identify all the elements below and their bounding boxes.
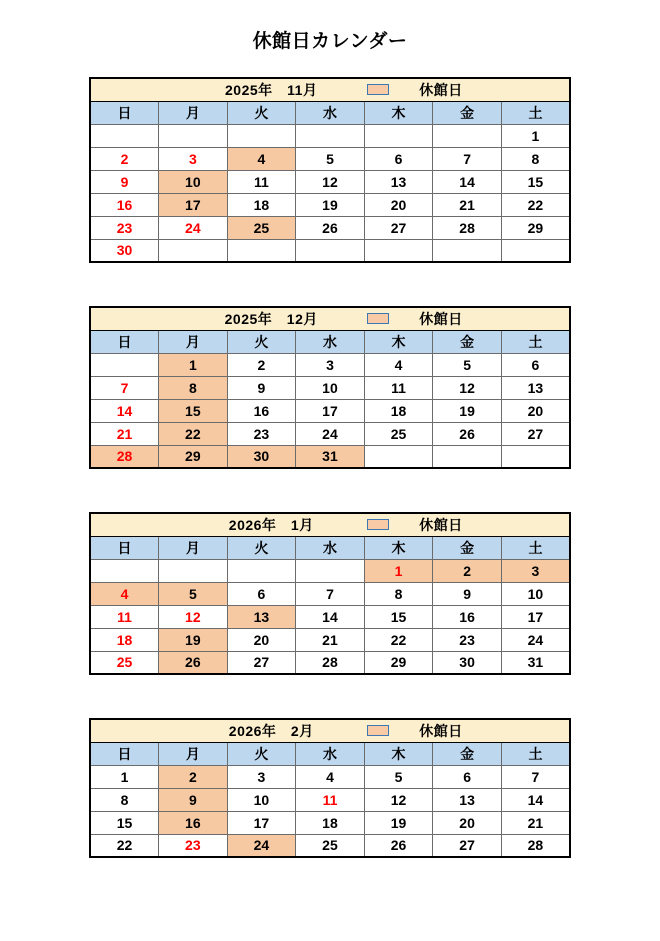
day-cell[interactable]: 29 <box>501 216 570 239</box>
day-cell[interactable]: 20 <box>433 811 502 834</box>
weekday-header-5: 金 <box>433 101 502 124</box>
weekday-header-row <box>90 330 570 353</box>
day-cell[interactable]: 28 <box>501 834 570 857</box>
calendar-title-row <box>90 78 570 101</box>
week-row <box>90 353 570 376</box>
weekday-header-0: 日 <box>90 101 159 124</box>
week-row <box>90 193 570 216</box>
day-cell[interactable]: 10 <box>159 170 228 193</box>
day-cell[interactable]: 6 <box>501 353 570 376</box>
day-cell[interactable]: 26 <box>364 834 433 857</box>
day-cell[interactable]: 4 <box>227 147 296 170</box>
calendar-month-label: 2025年 12月 <box>224 310 318 327</box>
day-cell[interactable]: 2 <box>227 353 296 376</box>
weekday-header-3: 水 <box>296 330 365 353</box>
day-cell[interactable]: 24 <box>296 422 365 445</box>
legend-label: 休館日 <box>419 310 463 327</box>
weekday-header-2: 火 <box>227 101 296 124</box>
day-cell[interactable]: 13 <box>227 605 296 628</box>
calendar-table <box>89 512 571 675</box>
day-cell[interactable]: 28 <box>433 216 502 239</box>
week-row <box>90 651 570 674</box>
calendar-block <box>89 718 571 858</box>
day-cell[interactable]: 17 <box>501 605 570 628</box>
day-cell-empty <box>296 559 365 582</box>
day-cell[interactable]: 19 <box>364 811 433 834</box>
weekday-header-3: 水 <box>296 101 365 124</box>
day-cell[interactable]: 27 <box>364 216 433 239</box>
calendar-list <box>0 53 660 858</box>
weekday-header-6: 土 <box>501 742 570 765</box>
day-cell[interactable]: 1 <box>501 124 570 147</box>
weekday-header-2: 火 <box>227 536 296 559</box>
day-cell[interactable]: 22 <box>501 193 570 216</box>
week-row <box>90 765 570 788</box>
weekday-header-0: 日 <box>90 330 159 353</box>
day-cell[interactable]: 31 <box>501 651 570 674</box>
week-row <box>90 216 570 239</box>
weekday-header-1: 月 <box>159 330 228 353</box>
day-cell[interactable]: 18 <box>227 193 296 216</box>
day-cell-empty <box>433 239 502 262</box>
day-cell-empty <box>159 559 228 582</box>
day-cell[interactable]: 12 <box>159 605 228 628</box>
day-cell[interactable]: 17 <box>296 399 365 422</box>
day-cell[interactable]: 6 <box>227 582 296 605</box>
day-cell[interactable]: 18 <box>90 628 159 651</box>
day-cell-empty <box>501 239 570 262</box>
week-row <box>90 147 570 170</box>
day-cell[interactable]: 12 <box>296 170 365 193</box>
calendar-title-row <box>90 719 570 742</box>
day-cell[interactable]: 21 <box>90 422 159 445</box>
week-row <box>90 788 570 811</box>
legend <box>367 80 463 100</box>
day-cell[interactable]: 23 <box>227 422 296 445</box>
day-cell[interactable]: 24 <box>501 628 570 651</box>
legend-label: 休館日 <box>419 722 463 739</box>
weekday-header-1: 月 <box>159 536 228 559</box>
weekday-header-5: 金 <box>433 742 502 765</box>
day-cell[interactable]: 9 <box>90 170 159 193</box>
day-cell[interactable]: 30 <box>433 651 502 674</box>
day-cell[interactable]: 16 <box>227 399 296 422</box>
calendar-table <box>89 77 571 263</box>
day-cell[interactable]: 11 <box>90 605 159 628</box>
day-cell[interactable]: 15 <box>90 811 159 834</box>
weekday-header-0: 日 <box>90 536 159 559</box>
weekday-header-6: 土 <box>501 330 570 353</box>
day-cell[interactable]: 22 <box>159 422 228 445</box>
day-cell[interactable]: 3 <box>296 353 365 376</box>
day-cell[interactable]: 5 <box>296 147 365 170</box>
day-cell[interactable]: 10 <box>501 582 570 605</box>
day-cell[interactable]: 24 <box>227 834 296 857</box>
calendar-block <box>89 77 571 263</box>
calendar-month-label: 2026年 2月 <box>228 722 314 739</box>
day-cell[interactable]: 19 <box>433 399 502 422</box>
calendar-title-cell <box>90 78 570 101</box>
calendar-block <box>89 306 571 469</box>
weekday-header-4: 木 <box>364 536 433 559</box>
weekday-header-5: 金 <box>433 330 502 353</box>
day-cell-empty <box>227 239 296 262</box>
week-row <box>90 605 570 628</box>
day-cell[interactable]: 14 <box>90 399 159 422</box>
page-title: 休館日カレンダー <box>252 31 408 52</box>
day-cell[interactable]: 27 <box>501 422 570 445</box>
day-cell[interactable]: 6 <box>433 765 502 788</box>
weekday-header-row <box>90 536 570 559</box>
day-cell[interactable]: 26 <box>159 651 228 674</box>
day-cell[interactable]: 29 <box>159 445 228 468</box>
weekday-header-3: 水 <box>296 742 365 765</box>
day-cell[interactable]: 4 <box>296 765 365 788</box>
day-cell[interactable]: 13 <box>364 170 433 193</box>
day-cell[interactable]: 30 <box>227 445 296 468</box>
day-cell[interactable]: 28 <box>90 445 159 468</box>
calendar-table <box>89 718 571 858</box>
day-cell-empty <box>364 239 433 262</box>
day-cell[interactable]: 6 <box>364 147 433 170</box>
day-cell[interactable]: 18 <box>296 811 365 834</box>
legend-label: 休館日 <box>419 516 463 533</box>
day-cell[interactable]: 8 <box>90 788 159 811</box>
day-cell-empty <box>364 124 433 147</box>
day-cell[interactable]: 10 <box>227 788 296 811</box>
day-cell[interactable]: 23 <box>433 628 502 651</box>
week-row <box>90 582 570 605</box>
week-row <box>90 811 570 834</box>
weekday-header-2: 火 <box>227 330 296 353</box>
week-row <box>90 170 570 193</box>
day-cell-empty <box>227 124 296 147</box>
day-cell[interactable]: 30 <box>90 239 159 262</box>
day-cell[interactable]: 16 <box>159 811 228 834</box>
day-cell[interactable]: 8 <box>501 147 570 170</box>
weekday-header-row <box>90 101 570 124</box>
day-cell[interactable]: 11 <box>227 170 296 193</box>
day-cell-empty <box>90 124 159 147</box>
day-cell-empty <box>159 124 228 147</box>
weekday-header-1: 月 <box>159 742 228 765</box>
calendar-table <box>89 306 571 469</box>
day-cell[interactable]: 14 <box>296 605 365 628</box>
day-cell-empty <box>90 559 159 582</box>
weekday-header-4: 木 <box>364 330 433 353</box>
day-cell-empty <box>159 239 228 262</box>
week-row <box>90 445 570 468</box>
day-cell[interactable]: 20 <box>364 193 433 216</box>
week-row <box>90 834 570 857</box>
day-cell[interactable]: 15 <box>501 170 570 193</box>
day-cell[interactable]: 20 <box>501 399 570 422</box>
closed-day-swatch-icon <box>367 519 389 530</box>
calendar-title-cell <box>90 719 570 742</box>
week-row <box>90 399 570 422</box>
day-cell[interactable]: 9 <box>159 788 228 811</box>
day-cell[interactable]: 11 <box>296 788 365 811</box>
day-cell[interactable]: 3 <box>227 765 296 788</box>
day-cell[interactable]: 22 <box>364 628 433 651</box>
day-cell[interactable]: 25 <box>296 834 365 857</box>
day-cell[interactable]: 23 <box>159 834 228 857</box>
weekday-header-0: 日 <box>90 742 159 765</box>
day-cell[interactable]: 8 <box>159 376 228 399</box>
day-cell-empty <box>501 445 570 468</box>
calendar-month-label: 2026年 1月 <box>228 516 314 533</box>
day-cell[interactable]: 21 <box>433 193 502 216</box>
day-cell[interactable]: 13 <box>433 788 502 811</box>
calendar-title-cell <box>90 307 570 330</box>
day-cell-empty <box>296 239 365 262</box>
day-cell[interactable]: 19 <box>159 628 228 651</box>
day-cell[interactable]: 12 <box>433 376 502 399</box>
day-cell[interactable]: 18 <box>364 399 433 422</box>
day-cell[interactable]: 1 <box>159 353 228 376</box>
weekday-header-4: 木 <box>364 101 433 124</box>
day-cell[interactable]: 24 <box>159 216 228 239</box>
day-cell[interactable]: 25 <box>90 651 159 674</box>
week-row <box>90 124 570 147</box>
day-cell[interactable]: 5 <box>433 353 502 376</box>
weekday-header-5: 金 <box>433 536 502 559</box>
weekday-header-row <box>90 742 570 765</box>
day-cell[interactable]: 19 <box>296 193 365 216</box>
day-cell[interactable]: 15 <box>159 399 228 422</box>
calendar-month-label: 2025年 11月 <box>225 81 318 98</box>
day-cell[interactable]: 2 <box>159 765 228 788</box>
day-cell[interactable]: 14 <box>501 788 570 811</box>
legend <box>367 721 463 741</box>
day-cell[interactable]: 7 <box>433 147 502 170</box>
closed-day-swatch-icon <box>367 84 389 95</box>
day-cell[interactable]: 16 <box>433 605 502 628</box>
day-cell[interactable]: 16 <box>90 193 159 216</box>
day-cell[interactable]: 2 <box>433 559 502 582</box>
calendar-title-row <box>90 307 570 330</box>
calendar-title-row <box>90 513 570 536</box>
day-cell[interactable]: 7 <box>296 582 365 605</box>
day-cell-empty <box>90 353 159 376</box>
day-cell[interactable]: 26 <box>296 216 365 239</box>
week-row <box>90 422 570 445</box>
day-cell[interactable]: 4 <box>90 582 159 605</box>
day-cell[interactable]: 2 <box>90 147 159 170</box>
day-cell[interactable]: 28 <box>296 651 365 674</box>
weekday-header-6: 土 <box>501 101 570 124</box>
day-cell[interactable]: 26 <box>433 422 502 445</box>
day-cell[interactable]: 15 <box>364 605 433 628</box>
day-cell-empty <box>227 559 296 582</box>
legend-label: 休館日 <box>419 81 463 98</box>
day-cell[interactable]: 21 <box>501 811 570 834</box>
day-cell-empty <box>296 124 365 147</box>
weekday-header-2: 火 <box>227 742 296 765</box>
day-cell[interactable]: 7 <box>90 376 159 399</box>
calendar-title-cell <box>90 513 570 536</box>
week-row <box>90 559 570 582</box>
day-cell[interactable]: 4 <box>364 353 433 376</box>
week-row <box>90 376 570 399</box>
day-cell[interactable]: 10 <box>296 376 365 399</box>
day-cell[interactable]: 5 <box>159 582 228 605</box>
day-cell[interactable]: 31 <box>296 445 365 468</box>
day-cell[interactable]: 25 <box>227 216 296 239</box>
day-cell[interactable]: 17 <box>227 811 296 834</box>
day-cell[interactable]: 21 <box>296 628 365 651</box>
day-cell-empty <box>433 445 502 468</box>
day-cell[interactable]: 25 <box>364 422 433 445</box>
day-cell-empty <box>364 445 433 468</box>
day-cell[interactable]: 7 <box>501 765 570 788</box>
day-cell[interactable]: 9 <box>433 582 502 605</box>
day-cell[interactable]: 29 <box>364 651 433 674</box>
day-cell-empty <box>433 124 502 147</box>
day-cell[interactable]: 11 <box>364 376 433 399</box>
weekday-header-3: 水 <box>296 536 365 559</box>
legend <box>367 515 463 535</box>
day-cell[interactable]: 13 <box>501 376 570 399</box>
day-cell[interactable]: 8 <box>364 582 433 605</box>
day-cell[interactable]: 3 <box>501 559 570 582</box>
day-cell[interactable]: 1 <box>364 559 433 582</box>
day-cell[interactable]: 12 <box>364 788 433 811</box>
calendar-block <box>89 512 571 675</box>
day-cell[interactable]: 1 <box>90 765 159 788</box>
closed-day-swatch-icon <box>367 725 389 736</box>
day-cell[interactable]: 9 <box>227 376 296 399</box>
day-cell[interactable]: 5 <box>364 765 433 788</box>
day-cell[interactable]: 22 <box>90 834 159 857</box>
day-cell[interactable]: 3 <box>159 147 228 170</box>
day-cell[interactable]: 27 <box>227 651 296 674</box>
week-row <box>90 628 570 651</box>
day-cell[interactable]: 20 <box>227 628 296 651</box>
week-row <box>90 239 570 262</box>
legend <box>367 309 463 329</box>
weekday-header-1: 月 <box>159 101 228 124</box>
closed-day-swatch-icon <box>367 313 389 324</box>
day-cell[interactable]: 14 <box>433 170 502 193</box>
weekday-header-4: 木 <box>364 742 433 765</box>
day-cell[interactable]: 27 <box>433 834 502 857</box>
day-cell[interactable]: 23 <box>90 216 159 239</box>
weekday-header-6: 土 <box>501 536 570 559</box>
day-cell[interactable]: 17 <box>159 193 228 216</box>
